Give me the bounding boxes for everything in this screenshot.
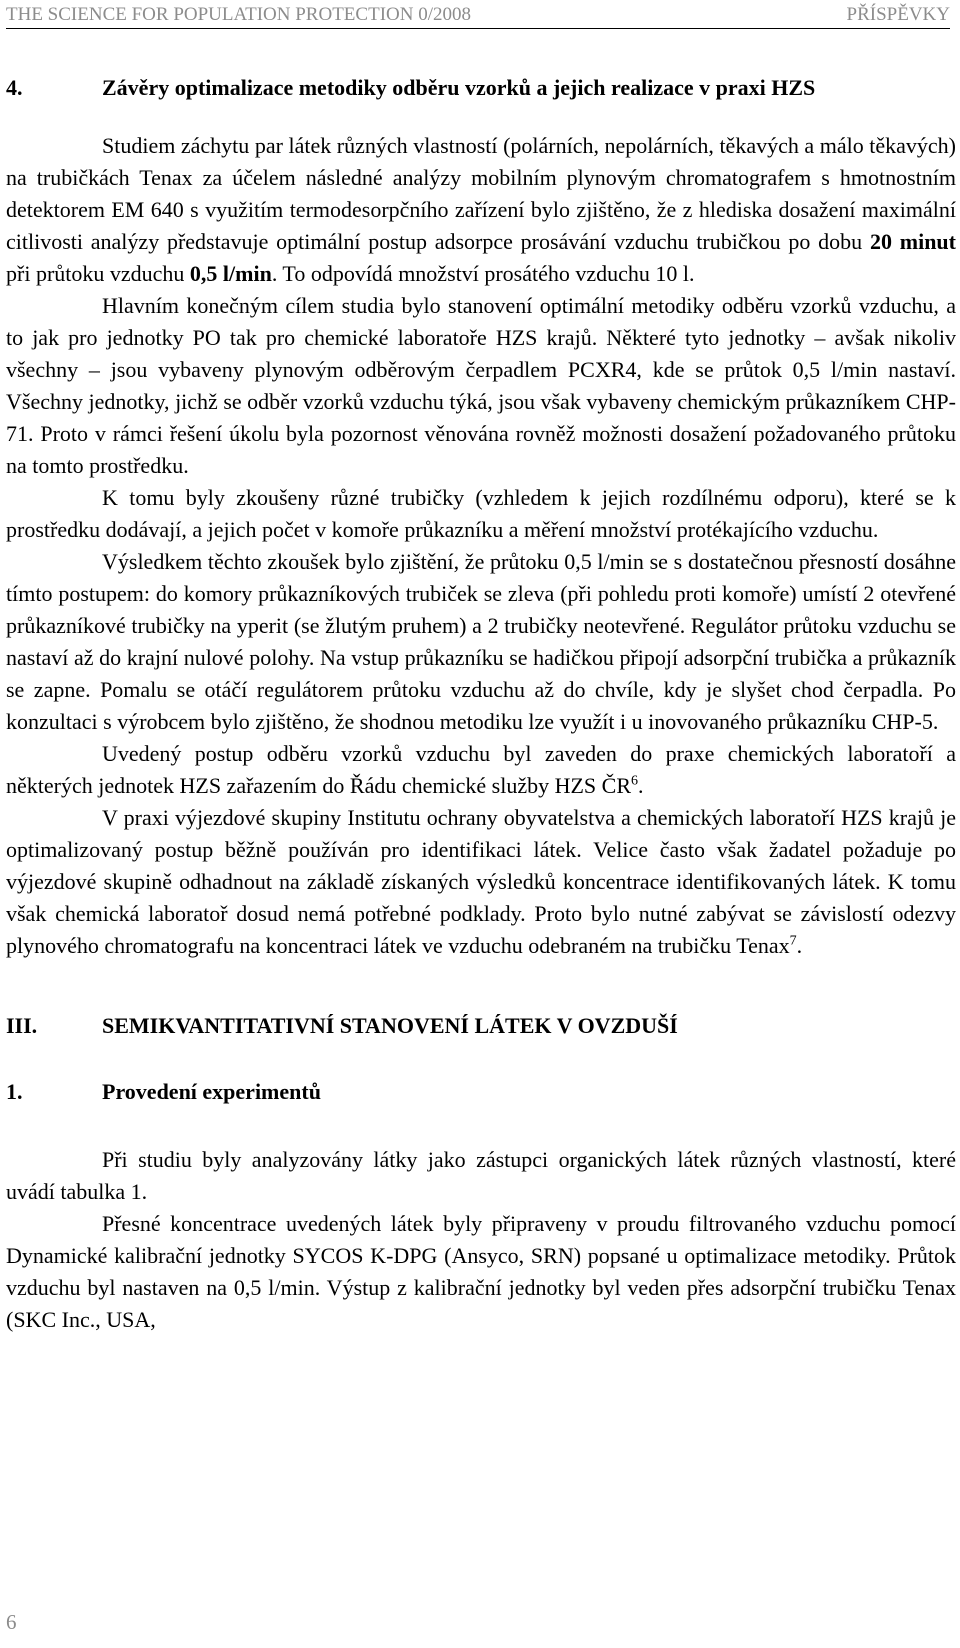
paragraph-8: Přesné koncentrace uvedených látek byly připraveny v proudu filtrovaného vzduchu pomocí Dynamické kalibrační jednotky SYCOS K-DPG (Ansyco, SRN) popsané u optimalizace metodiky. Průtok vzduchu byl nastaven na 0,5 l/min. Výstup z kalibrační jednotky byl veden přes adsorpční trubičku Tenax (SKC Inc., USA, bbox=[6, 1211, 956, 1332]
paragraph-4: Výsledkem těchto zkoušek bylo zjištění, že průtoku 0,5 l/min se s dostatečnou přesností dosáhne tímto postupem: do komory průkazníkových trubiček se zleva (při pohledu proti komoře) umístí 2 otevřené průkazníkové trubičky na yperit (se žlutým pruhem) a 2 trubičky neotevřené. Regulátor průtoku vzduchu se nastaví až do krajní nulové polohy. Na vstup průkazníku se hadičkou připojí adsorpční trubička a průkazník se zapne. Pomalu se otáčí regulátorem průtoku vzduchu až do chvíle, kdy je slyšet chod čerpadla. Po konzultaci s výrobcem bylo zjištěno, že shodnou metodiku lze využít i u inovovaného průkazníku CHP-5. bbox=[6, 549, 956, 734]
paragraph-text: . To odpovídá množství prosátého vzduchu 10 l. bbox=[271, 261, 695, 286]
paragraph-text: při průtoku vzduchu bbox=[6, 261, 190, 286]
paragraph-6 bbox=[6, 802, 956, 962]
section-title: Závěry optimalizace metodiky odběru vzorků a jejich realizace v praxi HZS bbox=[102, 75, 816, 100]
paragraph-2: Hlavním konečným cílem studia bylo stanovení optimální metodiky odběru vzorků vzduchu, a to jak pro jednotky PO tak pro chemické laboratoře HZS krajů. Některé tyto jednotky – avšak nikoliv všechny – jsou vybaveny plynovým odběrovým čerpadlem PCXR4, kde se průtok 0,5 l/min nastaví. Všechny jednotky, jichž se odběr vzorků vzduchu týká, jsou však vybaveny chemickým průkazníkem CHP-71. Proto v rámci řešení úkolu byla pozornost věnována rovněž možnosti dosažení požadovaného průtoku na tomto prostředku. bbox=[6, 293, 956, 478]
emphasis-duration: 20 minut bbox=[869, 229, 956, 254]
chapter-title: SEMIKVANTITATIVNÍ STANOVENÍ LÁTEK V OVZDUŠÍ bbox=[102, 1013, 678, 1038]
paragraph-text: Uvedený postup odběru vzorků vzduchu byl zaveden do praxe chemických laboratoří a některých jednotek HZS zařazením do Řádu chemické služby HZS ČR bbox=[6, 741, 956, 798]
paragraph-7: Při studiu byly analyzovány látky jako zástupci organických látek různých vlastností, které uvádí tabulka 1. bbox=[6, 1147, 956, 1204]
footnote-ref: 6 bbox=[631, 773, 638, 789]
section-number: 4. bbox=[6, 75, 23, 100]
paragraph-text: Studiem záchytu par látek různých vlastností (polárních, nepolárních, těkavých a málo těkavých) na trubičkách Tenax za účelem následné analýzy mobilním plynovým chromatografem s hmotnostním detektorem EM 640 s využitím termodesorpčního zařízení bylo zjištěno, že z hlediska dosažení maximální citlivosti analýzy představuje optimální postup adsorpce prosávání vzduchu trubičkou po dobu bbox=[6, 133, 956, 254]
section-title: Provedení experimentů bbox=[102, 1079, 321, 1104]
section-1-heading bbox=[6, 1078, 956, 1106]
page-number: 6 bbox=[6, 1610, 17, 1634]
paragraph-text: V praxi výjezdové skupiny Institutu ochrany obyvatelstva a chemických laboratoří HZS krajů je optimalizovaný postup běžně používán pro identifikaci látek. Velice často však žadatel požaduje po výjezdové skupině odhadnout na základě získaných výsledků koncentrace identifikovaných látek. K tomu však chemická laboratoř dosud nemá potřebné podklady. Proto bylo nutné zabývat se závislostí odezvy plynového chromatografu na koncentraci látek ve vzduchu odebraném na trubičku Tenax bbox=[6, 805, 956, 958]
chapter-number: III. bbox=[6, 1013, 38, 1038]
emphasis-flow: 0,5 l/min bbox=[189, 261, 272, 286]
footnote-ref: 7 bbox=[789, 933, 797, 949]
paragraph-5 bbox=[6, 738, 956, 802]
paragraph-3: K tomu byly zkoušeny různé trubičky (vzhledem k jejich rozdílnému odporu), které se k prostředku dodávají, a jejich počet v komoře průkazníku a měření množství protékajícího vzduchu. bbox=[6, 485, 956, 542]
chapter-III-heading bbox=[6, 1012, 956, 1040]
page-content bbox=[6, 74, 956, 1336]
paragraph-text: . bbox=[796, 933, 803, 958]
section-number: 1. bbox=[6, 1079, 23, 1104]
journal-title: THE SCIENCE FOR POPULATION PROTECTION 0/2008 bbox=[6, 4, 471, 25]
section-category: PŘÍSPĚVKY bbox=[846, 4, 950, 25]
running-header bbox=[6, 4, 950, 29]
section-4-heading bbox=[6, 74, 956, 102]
paragraph-1 bbox=[6, 130, 956, 290]
paragraph-text: . bbox=[638, 773, 644, 798]
